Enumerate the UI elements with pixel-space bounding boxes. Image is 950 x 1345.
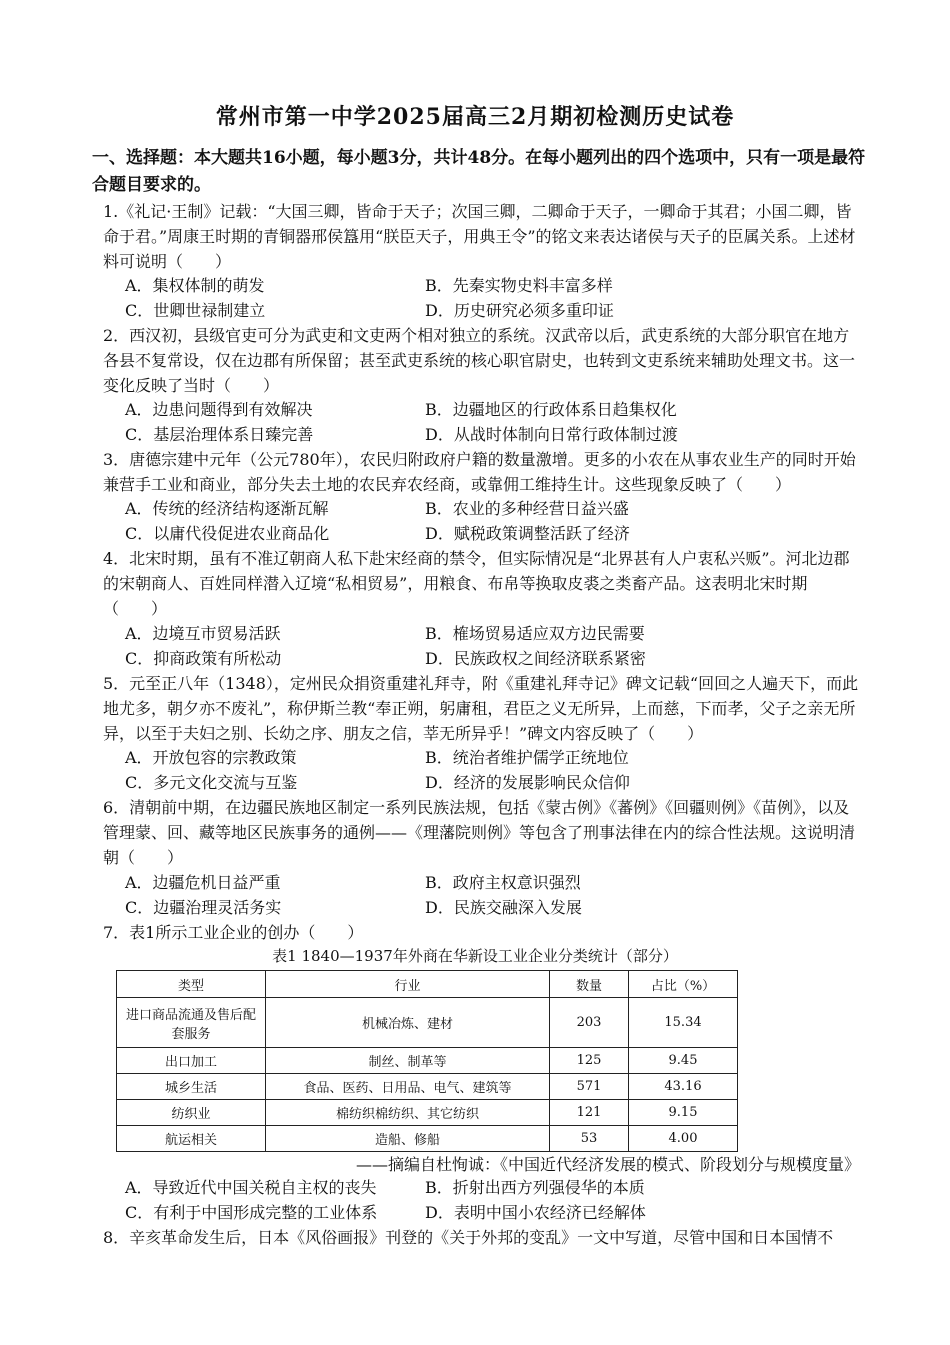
option-b[interactable]: B．统治者维护儒学正统地位 xyxy=(425,748,629,767)
option-b[interactable]: B．农业的多种经营日益兴盛 xyxy=(425,499,629,518)
header-industry: 行业 xyxy=(266,971,550,998)
cell-type: 城乡生活 xyxy=(117,1074,266,1100)
question-4-options xyxy=(125,622,865,672)
header-count: 数量 xyxy=(550,971,629,998)
option-d[interactable]: D．历史研究必须多重印证 xyxy=(425,300,614,320)
option-d[interactable]: D．表明中国小农经济已经解体 xyxy=(425,1202,646,1222)
option-b[interactable]: B．边疆地区的行政体系日趋集权化 xyxy=(425,400,677,419)
header-share: 占比（%） xyxy=(629,971,738,998)
question-7-options xyxy=(125,1176,865,1226)
cell-count: 571 xyxy=(550,1074,629,1100)
section-heading: 一、选择题：本大题共16小题，每小题3分，共计48分。在每小题列出的四个选项中，只有一项是最符合题目要求的。 xyxy=(92,148,866,195)
cell-share: 15.34 xyxy=(629,998,738,1048)
option-c[interactable]: C．多元文化交流与互鉴 xyxy=(125,772,298,792)
cell-industry: 棉纺织棉纺织、其它纺织 xyxy=(266,1100,550,1126)
cell-share: 9.45 xyxy=(629,1048,738,1074)
question-3-stem: 3．唐德宗建中元年（公元780年），农民归附政府户籍的数量激增。更多的小农在从事农业生产的同时开始兼营手工业和商业，部分失去土地的农民弃农经商，或靠佣工维持生计。这些现象反映了（ ） xyxy=(103,450,856,494)
question-2-options xyxy=(125,398,865,448)
table-row xyxy=(117,1074,738,1100)
option-c[interactable]: C．边疆治理灵活务实 xyxy=(125,897,282,917)
option-d[interactable]: D．从战时体制向日常行政体制过渡 xyxy=(425,424,678,444)
cell-count: 121 xyxy=(550,1100,629,1126)
question-8-stem: 8．辛亥革命发生后，日本《风俗画报》刊登的《关于外邦的变乱》一文中写道，尽管中国和日本国情不 xyxy=(103,1228,834,1247)
table-source: ——摘编自杜恂诚：《中国近代经济发展的模式、阶段划分与规模度量》 xyxy=(355,1155,860,1174)
option-c[interactable]: C．有利于中国形成完整的工业体系 xyxy=(125,1202,378,1222)
question-2-stem: 2．西汉初，县级官吏可分为武吏和文吏两个相对独立的系统。汉武帝以后，武吏系统的大部分职官在地方各县不复常设，仅在边郡有所保留；甚至武吏系统的核心职官尉史，也转到文吏系统来辅助处理文书。这一变化反映了当时（ ） xyxy=(103,326,856,395)
option-b[interactable]: B．榷场贸易适应双方边民需要 xyxy=(425,624,645,643)
question-4-stem: 4．北宋时期，虽有不准辽朝商人私下赴宋经商的禁令，但实际情况是“北界甚有人户衷私兴贩”。河北边郡的宋朝商人、百姓同样潜入辽境“私相贸易”，用粮食、布帛等换取皮裘之类畜产品。这表明北宋时期（ ） xyxy=(103,549,850,618)
option-c[interactable]: C．以庸代役促进农业商品化 xyxy=(125,523,330,543)
question-6-options xyxy=(125,871,865,921)
cell-share: 9.15 xyxy=(629,1100,738,1126)
option-d[interactable]: D．民族政权之间经济联系紧密 xyxy=(425,648,646,668)
option-b[interactable]: B．政府主权意识强烈 xyxy=(425,873,581,892)
option-a[interactable]: A．边患问题得到有效解决 xyxy=(125,400,313,419)
cell-share: 43.16 xyxy=(629,1074,738,1100)
table-row xyxy=(117,1100,738,1126)
cell-share: 4.00 xyxy=(629,1126,738,1152)
option-b[interactable]: B．折射出西方列强侵华的本质 xyxy=(425,1178,645,1197)
option-a[interactable]: A．集权体制的萌发 xyxy=(125,276,265,295)
question-1-stem: 1.《礼记·王制》记载：“大国三卿，皆命于天子；次国三卿，二卿命于天子，一卿命于其君；小国二卿，皆命于君。”周康王时期的青铜器邢侯簋用“朕臣天子，用典王令”的铭文来表达诸侯与天子的臣属关系。上述材料可说明（ ） xyxy=(103,202,856,271)
cell-industry: 制丝、制革等 xyxy=(266,1048,550,1074)
table-row xyxy=(117,1048,738,1074)
cell-industry: 食品、医药、日用品、电气、建筑等 xyxy=(266,1074,550,1100)
option-d[interactable]: D．民族交融深入发展 xyxy=(425,897,582,917)
cell-count: 203 xyxy=(550,998,629,1048)
option-d[interactable]: D．经济的发展影响民众信仰 xyxy=(425,772,630,792)
question-1-options xyxy=(125,274,865,324)
option-c[interactable]: C．基层治理体系日臻完善 xyxy=(125,424,314,444)
option-a[interactable]: A．开放包容的宗教政策 xyxy=(125,748,297,767)
option-a[interactable]: A．边境互市贸易活跃 xyxy=(125,624,281,643)
exam-title: 常州市第一中学2025届高三2月期初检测历史试卷 xyxy=(215,104,735,130)
option-c[interactable]: C．世卿世禄制建立 xyxy=(125,300,266,320)
cell-type: 出口加工 xyxy=(117,1048,266,1074)
table-caption: 表1 1840—1937年外商在华新设工业企业分类统计（部分） xyxy=(272,947,678,965)
option-c[interactable]: C．抑商政策有所松动 xyxy=(125,648,282,668)
header-type: 类型 xyxy=(117,971,266,998)
option-a[interactable]: A．边疆危机日益严重 xyxy=(125,873,281,892)
cell-count: 125 xyxy=(550,1048,629,1074)
option-a[interactable]: A．导致近代中国关税自主权的丧失 xyxy=(125,1178,377,1197)
option-b[interactable]: B．先秦实物史料丰富多样 xyxy=(425,276,613,295)
question-6-stem: 6．清朝前中期，在边疆民族地区制定一系列民族法规，包括《蒙古例》《蕃例》《回疆则例》《苗例》，以及管理蒙、回、藏等地区民族事务的通例——《理藩院则例》等包含了刑事法律在内的综合性法规。这说明清朝（ ） xyxy=(103,798,856,867)
cell-type: 进口商品流通及售后配套服务 xyxy=(117,998,266,1048)
statistics-table xyxy=(116,970,738,1152)
question-5-options xyxy=(125,746,865,796)
option-a[interactable]: A．传统的经济结构逐渐瓦解 xyxy=(125,499,329,518)
question-5-stem: 5．元至正八年（1348），定州民众捐资重建礼拜寺，附《重建礼拜寺记》碑文记载“回回之人遍天下，而此地尤多，朝夕亦不废礼”，称伊斯兰教“奉正朔，躬庸租，君臣之义无所异，上而慈，下而孝，父子之亲无所异，以至于夫妇之别、长幼之序、朋友之信，莘无所异乎！”碑文内容反映了（ ） xyxy=(103,674,859,743)
question-7-stem: 7．表1所示工业企业的创办（ ） xyxy=(103,923,364,942)
cell-type: 航运相关 xyxy=(117,1126,266,1152)
table-header-row xyxy=(117,971,738,998)
cell-industry: 机械冶炼、建材 xyxy=(266,998,550,1048)
cell-type: 纺织业 xyxy=(117,1100,266,1126)
table-row xyxy=(117,1126,738,1152)
question-3-options xyxy=(125,497,865,547)
table-row xyxy=(117,998,738,1048)
cell-count: 53 xyxy=(550,1126,629,1152)
option-d[interactable]: D．赋税政策调整活跃了经济 xyxy=(425,523,630,543)
cell-industry: 造船、修船 xyxy=(266,1126,550,1152)
